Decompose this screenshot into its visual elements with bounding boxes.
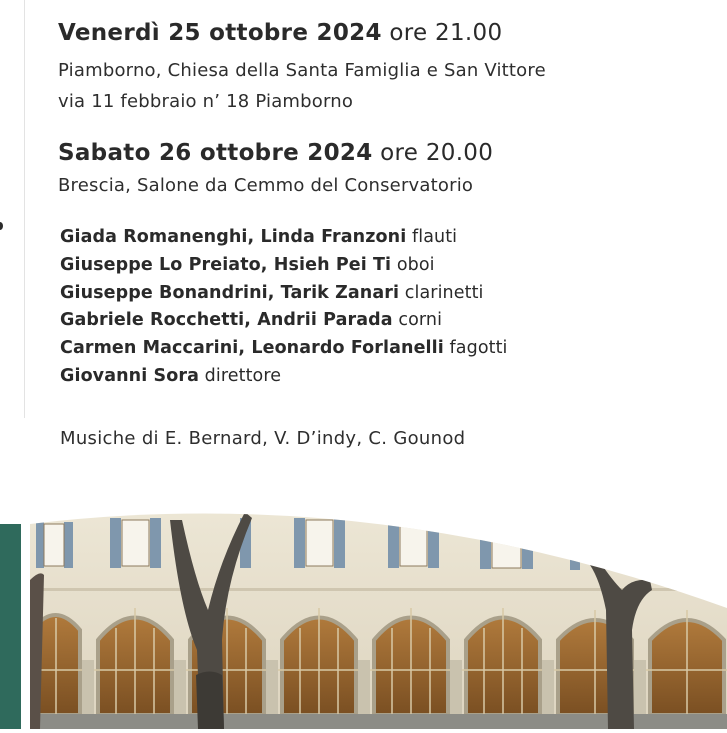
performer-line [60,338,508,358]
performer-role: oboi [396,255,435,275]
cloister-photo [0,500,727,729]
performer-line [60,255,435,275]
performer-role: clarinetti [404,283,484,303]
event2-venue: Brescia, Salone da Cemmo del Conservatorio [58,175,474,196]
left-divider-line [24,0,25,418]
event2-time: ore 20.00 [380,140,494,166]
music-composers: Musiche di E. Bernard, V. D’indy, C. Gounod [60,428,466,449]
event2-date: Sabato 26 ottobre 2024 [58,140,373,166]
performer-role: direttore [204,366,282,386]
performer-names: Giada Romanenghi, Linda Franzoni [60,227,407,247]
performer-names: Giovanni Sora [60,366,199,386]
event1-time: ore 21.00 [389,20,503,46]
margin-dot [0,222,3,230]
performer-names: Giuseppe Lo Preiato, Hsieh Pei Ti [60,255,392,275]
performer-names: Giuseppe Bonandrini, Tarik Zanari [60,283,400,303]
event1-date: Venerdì 25 ottobre 2024 [58,20,382,46]
performer-line [60,227,457,247]
performer-role: corni [398,310,443,330]
performer-names: Carmen Maccarini, Leonardo Forlanelli [60,338,444,358]
performer-line [60,310,442,330]
event2-heading [58,140,493,166]
performer-line [60,283,484,303]
performer-line [60,366,281,386]
performer-names: Gabriele Rocchetti, Andrii Parada [60,310,393,330]
performer-role: fagotti [449,338,508,358]
event1-heading [58,20,502,46]
performer-role: flauti [411,227,458,247]
event1-venue: Piamborno, Chiesa della Santa Famiglia e San Vittore [58,60,546,81]
event1-address: via 11 febbraio n’ 18 Piamborno [58,91,354,112]
